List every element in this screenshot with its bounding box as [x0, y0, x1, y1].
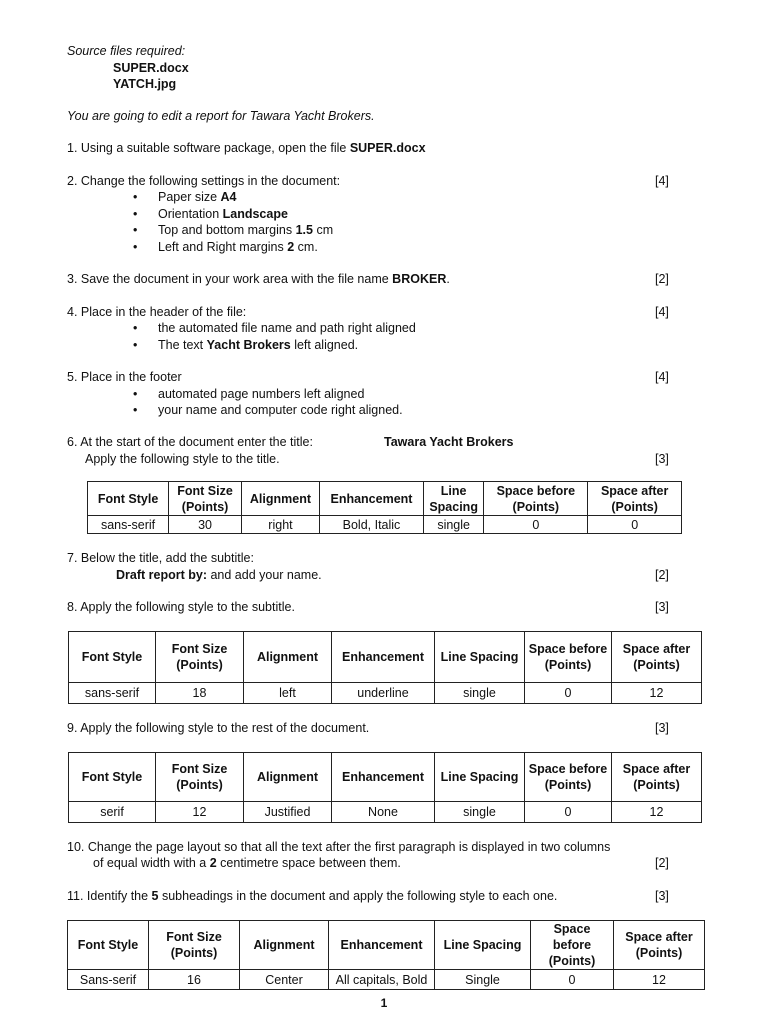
- question-5: 5. Place in the footer: [67, 370, 182, 384]
- body-style-table: [68, 752, 702, 823]
- q2-bullet-left-right-margins: • Left and Right margins 2 cm.: [158, 239, 318, 255]
- question-5-marks: [4]: [655, 370, 669, 384]
- q2-bullet-orientation: • Orientation Landscape: [158, 206, 288, 222]
- cell-space-after: 0: [588, 516, 682, 534]
- table-row: [68, 970, 705, 990]
- header-font-size: Font Size (Points): [169, 482, 242, 516]
- page-number: 1: [380, 996, 388, 1010]
- question-7-marks: [2]: [655, 568, 669, 582]
- cell-font-size: 30: [169, 516, 242, 534]
- cell-alignment: Center: [240, 970, 329, 990]
- header-space-after: Space after (Points): [614, 921, 705, 970]
- question-8-marks: [3]: [655, 600, 669, 614]
- header-font-style: Font Style: [69, 632, 156, 683]
- source-label: Source files required:: [67, 44, 186, 58]
- header-space-before: Space before (Points): [531, 921, 614, 970]
- q2-bullet-top-bottom-margins: • Top and bottom margins 1.5 cm: [158, 222, 333, 238]
- question-9-marks: [3]: [655, 721, 669, 735]
- cell-space-before: 0: [525, 683, 612, 704]
- header-line-spacing: Line Spacing: [423, 482, 483, 516]
- question-6: 6. At the start of the document enter the title:: [67, 435, 313, 449]
- header-line-spacing: Line Spacing: [435, 921, 531, 970]
- question-8: 8. Apply the following style to the subtitle.: [67, 600, 295, 614]
- question-11: 11. Identify the 5 subheadings in the document and apply the following style to each one.: [67, 889, 558, 903]
- table-header-row: [69, 632, 702, 683]
- table-row: [69, 683, 702, 704]
- q5-bullet-page-numbers: • automated page numbers left aligned: [158, 386, 364, 402]
- header-alignment: Alignment: [241, 482, 319, 516]
- question-11-marks: [3]: [655, 889, 669, 903]
- q4-bullet-yacht-brokers: • The text Yacht Brokers left aligned.: [158, 337, 358, 353]
- cell-font-size: 16: [149, 970, 240, 990]
- cell-font-size: 12: [156, 802, 244, 823]
- cell-space-before: 0: [531, 970, 614, 990]
- header-enhancement: Enhancement: [332, 753, 435, 802]
- question-6-marks: [3]: [655, 452, 669, 466]
- cell-line-spacing: single: [435, 683, 525, 704]
- cell-space-before: 0: [484, 516, 588, 534]
- table-header-row: [69, 753, 702, 802]
- q5-bullet-name-code: • your name and computer code right aligned.: [158, 402, 403, 418]
- cell-enhancement: underline: [332, 683, 435, 704]
- cell-font-style: serif: [69, 802, 156, 823]
- cell-alignment: right: [241, 516, 319, 534]
- header-line-spacing: Line Spacing: [435, 753, 525, 802]
- table-row: [69, 802, 702, 823]
- question-3: 3. Save the document in your work area with the file name BROKER.: [67, 272, 450, 286]
- header-alignment: Alignment: [240, 921, 329, 970]
- cell-space-after: 12: [612, 802, 702, 823]
- table-header-row: [88, 482, 682, 516]
- cell-line-spacing: single: [435, 802, 525, 823]
- header-font-style: Font Style: [69, 753, 156, 802]
- header-enhancement: Enhancement: [319, 482, 423, 516]
- header-space-before: Space before (Points): [525, 753, 612, 802]
- header-space-after: Space after (Points): [588, 482, 682, 516]
- question-9: 9. Apply the following style to the rest of the document.: [67, 721, 370, 735]
- table-header-row: [68, 921, 705, 970]
- cell-space-before: 0: [525, 802, 612, 823]
- header-space-after: Space after (Points): [612, 632, 702, 683]
- question-4: 4. Place in the header of the file:: [67, 305, 247, 319]
- cell-font-style: sans-serif: [69, 683, 156, 704]
- q2-bullet-paper-size: • Paper size A4: [158, 189, 237, 205]
- header-alignment: Alignment: [244, 632, 332, 683]
- subheading-style-table: [67, 920, 705, 990]
- header-font-style: Font Style: [68, 921, 149, 970]
- cell-line-spacing: single: [423, 516, 483, 534]
- question-6-line2: Apply the following style to the title.: [85, 452, 280, 466]
- question-7: 7. Below the title, add the subtitle:: [67, 551, 254, 565]
- question-10-marks: [2]: [655, 856, 669, 870]
- header-font-size: Font Size (Points): [149, 921, 240, 970]
- cell-space-after: 12: [612, 683, 702, 704]
- question-2-marks: [4]: [655, 174, 669, 188]
- header-font-size: Font Size (Points): [156, 753, 244, 802]
- header-font-size: Font Size (Points): [156, 632, 244, 683]
- header-alignment: Alignment: [244, 753, 332, 802]
- cell-font-size: 18: [156, 683, 244, 704]
- header-enhancement: Enhancement: [329, 921, 435, 970]
- cell-font-style: Sans-serif: [68, 970, 149, 990]
- header-space-before: Space before (Points): [525, 632, 612, 683]
- subtitle-style-table: [68, 631, 702, 704]
- header-space-before: Space before (Points): [484, 482, 588, 516]
- question-4-marks: [4]: [655, 305, 669, 319]
- table-row: [88, 516, 682, 534]
- q4-bullet-file-name: • the automated file name and path right aligned: [158, 320, 416, 336]
- question-2: 2. Change the following settings in the document:: [67, 174, 341, 188]
- cell-font-style: sans-serif: [88, 516, 169, 534]
- question-10-line2: of equal width with a 2 centimetre space between them.: [93, 856, 401, 870]
- header-font-style: Font Style: [88, 482, 169, 516]
- question-1: 1. Using a suitable software package, open the file SUPER.docx: [67, 141, 426, 155]
- question-3-marks: [2]: [655, 272, 669, 286]
- cell-alignment: left: [244, 683, 332, 704]
- question-7-line2: Draft report by: and add your name.: [116, 568, 322, 582]
- cell-space-after: 12: [614, 970, 705, 990]
- cell-enhancement: None: [332, 802, 435, 823]
- title-style-table: [87, 481, 682, 534]
- cell-enhancement: All capitals, Bold: [329, 970, 435, 990]
- title-text: Tawara Yacht Brokers: [384, 435, 514, 449]
- header-enhancement: Enhancement: [332, 632, 435, 683]
- cell-enhancement: Bold, Italic: [319, 516, 423, 534]
- header-space-after: Space after (Points): [612, 753, 702, 802]
- question-10: 10. Change the page layout so that all the text after the first paragraph is displayed in two columns: [67, 840, 611, 854]
- intro-text: You are going to edit a report for Tawara Yacht Brokers.: [67, 109, 375, 123]
- cell-alignment: Justified: [244, 802, 332, 823]
- source-file-docx: SUPER.docx: [113, 61, 189, 75]
- header-line-spacing: Line Spacing: [435, 632, 525, 683]
- cell-line-spacing: Single: [435, 970, 531, 990]
- source-file-jpg: YATCH.jpg: [113, 77, 177, 91]
